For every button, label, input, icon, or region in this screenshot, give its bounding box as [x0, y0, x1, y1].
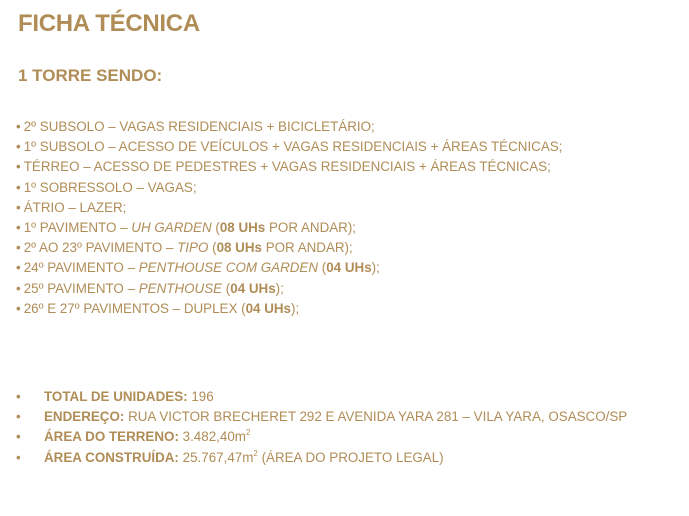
- floor-text: );: [291, 300, 300, 316]
- summary-note: (ÁREA DO PROJETO LEGAL): [261, 449, 444, 465]
- floor-item: [16, 218, 562, 238]
- floor-text: (: [208, 240, 217, 256]
- floor-text: ÁTRIO – LAZER;: [23, 199, 127, 215]
- floor-text: );: [275, 280, 284, 296]
- floor-item: [16, 198, 562, 218]
- floor-text: TÉRREO – ACESSO DE PEDESTRES + VAGAS RESIDENCIAIS + ÁREAS TÉCNICAS;: [23, 159, 551, 175]
- unit-exponent: 2: [253, 448, 258, 458]
- summary-value: 25.767,47m: [182, 449, 254, 465]
- floor-text: 1º SUBSOLO – ACESSO DE VEÍCULOS + VAGAS RESIDENCIAIS + ÁREAS TÉCNICAS;: [23, 139, 563, 155]
- unit-count: 08 UHs: [219, 220, 266, 236]
- floor-item: [16, 178, 562, 198]
- floor-item: [16, 299, 562, 319]
- unit-count: 04 UHs: [326, 260, 372, 276]
- floor-text: (: [211, 220, 220, 236]
- summary-item-built-area: [16, 448, 627, 468]
- summary-item-units: [16, 387, 627, 407]
- summary-list: [16, 387, 627, 468]
- floor-text: (: [318, 260, 327, 276]
- floor-text: POR ANDAR);: [265, 220, 357, 236]
- floor-text: 1º PAVIMENTO –: [23, 220, 132, 236]
- floor-text: 2º AO 23º PAVIMENTO –: [23, 240, 178, 256]
- section-subtitle: 1 TORRE SENDO:: [18, 66, 163, 85]
- floor-text: );: [371, 260, 380, 276]
- floor-item: [16, 137, 562, 157]
- floor-type: UH GARDEN: [131, 220, 212, 236]
- floor-text: 25º PAVIMENTO –: [23, 280, 139, 296]
- floor-list: [16, 117, 562, 319]
- unit-count: 08 UHs: [216, 240, 262, 256]
- summary-item-address: [16, 407, 627, 427]
- floor-item: [16, 279, 562, 299]
- floor-text: 2º SUBSOLO – VAGAS RESIDENCIAIS + BICICLETÁRIO;: [23, 119, 375, 134]
- summary-label: ÁREA DO TERRENO:: [44, 429, 179, 445]
- floor-text: 24º PAVIMENTO –: [23, 260, 139, 276]
- floor-item: [16, 117, 562, 137]
- page-title: FICHA TÉCNICA: [18, 10, 200, 37]
- summary-value: RUA VICTOR BRECHERET 292 E AVENIDA YARA 281 – VILA YARA, OSASCO/SP: [128, 409, 628, 425]
- floor-text: POR ANDAR);: [261, 240, 353, 256]
- summary-label: ENDEREÇO:: [44, 409, 125, 425]
- summary-value: 196: [191, 389, 214, 404]
- floor-text: 1º SOBRESSOLO – VAGAS;: [23, 179, 197, 195]
- summary-item-land-area: [16, 427, 627, 447]
- floor-item: [16, 258, 562, 278]
- floor-type: PENTHOUSE COM GARDEN: [138, 260, 319, 276]
- summary-label: ÁREA CONSTRUÍDA:: [44, 449, 179, 465]
- unit-count: 04 UHs: [230, 280, 276, 296]
- floor-text: (: [222, 280, 231, 296]
- floor-type: PENTHOUSE: [138, 280, 223, 296]
- unit-count: 04 UHs: [245, 300, 291, 316]
- summary-label: TOTAL DE UNIDADES:: [44, 389, 188, 404]
- summary-value: 3.482,40m: [182, 429, 246, 445]
- floor-text: 26º E 27º PAVIMENTOS – DUPLEX (: [23, 300, 246, 316]
- unit-exponent: 2: [245, 428, 251, 438]
- floor-type: TIPO: [177, 240, 209, 256]
- floor-item: [16, 238, 562, 258]
- floor-item: [16, 157, 562, 177]
